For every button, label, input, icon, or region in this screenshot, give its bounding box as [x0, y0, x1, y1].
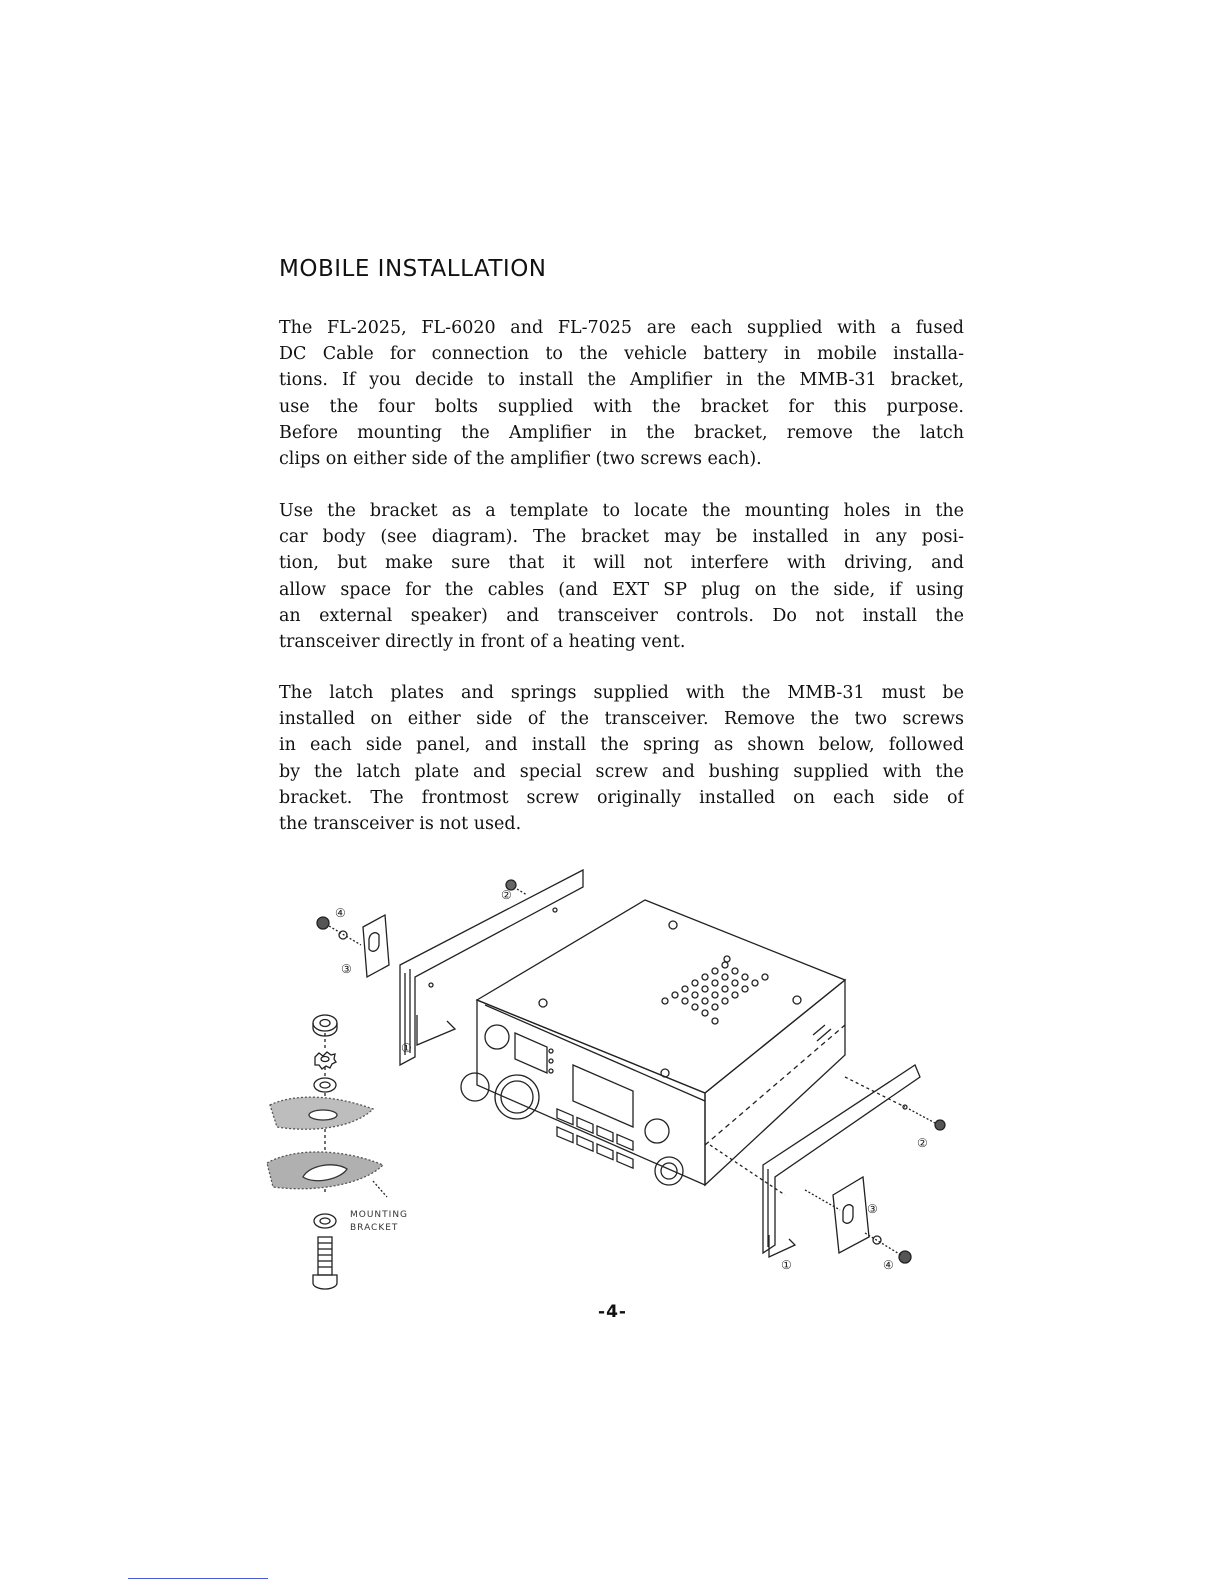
transceiver-unit: [461, 900, 845, 1185]
callout-2-lower: ②: [917, 1136, 928, 1150]
mounting-hardware-stack: [267, 1015, 408, 1289]
text-line: The latch plates and springs supplied with the MMB-31 must be: [279, 683, 964, 703]
installation-diagram: [265, 865, 965, 1305]
text-line: bracket. The frontmost screw originally installed on each side of: [279, 787, 964, 808]
callout-3-upper: ③: [341, 962, 352, 976]
text-line: tions. If you decide to install the Amplifier in the MMB-31 bracket,: [279, 370, 964, 391]
paragraph-bracket-template: [279, 498, 964, 655]
footer-rule: [128, 1578, 268, 1579]
mounting-bracket-label-line1: MOUNTING: [350, 1210, 409, 1220]
right-bracket-assembly: [710, 1065, 945, 1263]
paragraph-fused-dc-cable: [279, 315, 964, 472]
text-line: by the latch plate and special screw and bushing supplied with the: [279, 761, 964, 782]
callout-1-lower: ①: [781, 1258, 792, 1272]
page-title: MOBILE INSTALLATION: [279, 256, 547, 282]
callout-4-lower: ④: [883, 1258, 894, 1272]
text-line: the transceiver is not used.: [279, 813, 522, 834]
text-line: use the four bolts supplied with the bracket for this purpose.: [279, 396, 964, 417]
page-number: -4-: [598, 1302, 627, 1322]
text-line: DC Cable for connection to the vehicle battery in mobile installa-: [279, 344, 964, 365]
text-line: Use the bracket as a template to locate the mounting holes in the: [279, 501, 964, 521]
text-line: car body (see diagram). The bracket may be installed in any posi-: [279, 527, 964, 548]
text-line: installed on either side of the transceiver. Remove the two screws: [279, 709, 964, 730]
callout-2-upper: ②: [501, 888, 512, 902]
text-line: in each side panel, and install the spring as shown below, followed: [279, 735, 964, 756]
callout-4-upper: ④: [335, 906, 346, 920]
diagram-callouts: [335, 888, 928, 1272]
speaker-grille: [662, 956, 768, 1024]
text-line: clips on either side of the amplifier (two screws each).: [279, 448, 762, 469]
left-latch-assembly: [317, 915, 455, 1045]
callout-1-upper: ①: [401, 1041, 412, 1055]
mounting-bracket-label-line2: BRACKET: [350, 1223, 399, 1233]
callout-3-lower: ③: [867, 1202, 878, 1216]
paragraph-latch-plates: [279, 680, 964, 837]
text-line: tion, but make sure that it will not interfere with driving, and: [279, 553, 964, 574]
text-line: transceiver directly in front of a heating vent.: [279, 631, 686, 652]
text-line: The FL-2025, FL-6020 and FL-7025 are each supplied with a fused: [279, 318, 964, 338]
text-line: allow space for the cables (and EXT SP plug on the side, if using: [279, 579, 964, 600]
text-line: an external speaker) and transceiver controls. Do not install the: [279, 605, 964, 626]
text-line: Before mounting the Amplifier in the bracket, remove the latch: [279, 422, 964, 443]
